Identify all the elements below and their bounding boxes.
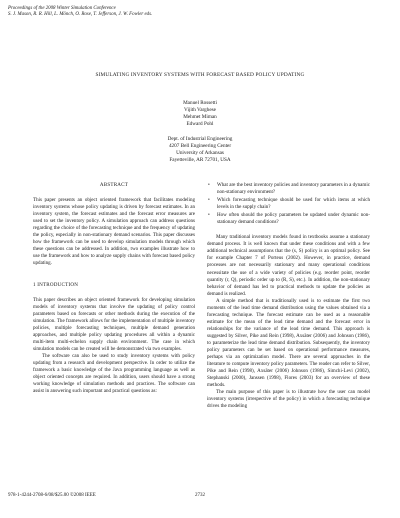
affiliation-line: Dept. of Industrial Engineering: [167, 136, 233, 142]
intro-paragraph: The software can also be used to study inventory systems with policy updating from a research and development perspective. In order to utilize the framework a basic knowledge of the Java programming language as well as object oriented concepts are required. In addition, users should have a strong working knowledge of simulation methods and practices. The software can assist in answering such important and practical questions as:: [33, 352, 195, 395]
affiliation-line: University of Arkansas: [176, 150, 224, 157]
abstract-heading: ABSTRACT: [99, 182, 129, 188]
abstract-text: This paper presents an object oriented framework that facilitates modeling inventory systems whose policy updating is driven by forecast estimates. In an inventory system, the forecast estimates and the forecast error measures are used to set the inventory policy. A simulation approach can address questions regarding the choice of the forecasting technique and the frequency of updating the policy, especially in non-stationary demand scenarios. This paper discusses how the framework can be used to develop simulation models through which these questions can be addressed. In addition, two examples illustrate how to use the framework and how to analyze supply chains with forecast based policy updating.: [33, 197, 195, 267]
affiliation-line: 4207 Bell Engineering Center: [168, 143, 232, 150]
author-name: Edward Pohl: [186, 121, 214, 128]
introduction-heading: 1 INTRODUCTION: [33, 281, 79, 288]
question-list: [207, 182, 370, 226]
proceedings-header: [8, 6, 152, 18]
author-list: [0, 100, 400, 128]
page-number: 2732: [195, 493, 205, 498]
author-name: Manuel Rossetti: [183, 100, 217, 106]
question-item: • What are the best inventory policies and inventory parameters in a dynamic non-stationary environment?: [207, 182, 370, 196]
body-paragraph: Many traditional inventory models found in textbooks assume a stationary demand process. It is well known that under these conditions and with a few additional technical assumptions that the (s, S) policy is an optimal policy. See for example Chapter 7 of Porteus (2002). However, in practice, demand processes are not necessarily stationary and many operational conditions necessitate the use of a wide variety of policies (e.g. reorder point, reorder quantity (r, Q), periodic order up to (R, S), etc.). In addition, the non-stationary behavior of demand has led to practical methods to update the policies as demand is realized.: [207, 234, 370, 297]
proceedings-editors: S. J. Mason, R. R. Hill, L. Mönch, O. Rose, T. Jefferson, J. W. Fowler eds.: [8, 12, 153, 18]
author-name: Mehmet Miman: [183, 114, 217, 121]
paper-title: SIMULATING INVENTORY SYSTEMS WITH FORECAST BASED POLICY UPDATING: [95, 72, 305, 78]
intro-paragraph: This paper describes an object oriented framework for developing simulation models of inventory systems that involve the updating of policy control parameters based on forecasts or other methods during the execution of the simulation. The framework allows for the implementation of multiple inventory policies, multiple forecasting techniques, multiple demand generation approaches, and multiple policy updating procedures all within a dynamic multi-item multi-echelon supply chain environment. The case in which simulation models can be created will be demonstrated via two examples.: [33, 296, 195, 352]
proceedings-title: Proceedings of the 2008 Winter Simulation Conference: [8, 6, 116, 11]
affiliation-block: [0, 136, 400, 164]
question-item: • How often should the policy parameters be updated under dynamic non-stationary demand conditions?: [207, 212, 370, 226]
body-paragraph: The main purpose of this paper is to illustrate how the user can model inventory systems (irrespective of the policy) in which a forecasting technique drives the modeling: [207, 389, 370, 410]
question-item: • Which forecasting technique should be used for which items at which levels in the supply chain?: [207, 197, 370, 211]
right-column: [207, 182, 370, 410]
affiliation-line: Fayetteville, AR 72701, USA: [169, 157, 231, 164]
body-paragraph: A simple method that is traditionally used is to estimate the first two moments of the lead time demand distribution using the values obtained via a forecasting technique. The forecast estimate can be used as a reasonable estimate for the mean of the lead time demand and the forecast error in relationships for the variance of the lead time demand. This approach is suggested by Silver, Pike and Rein (1998), Axsäter (2006) and Johnson (1986), to parameterize the lead time demand distribution. Subsequently, the inventory policy parameters can be set based on operational performance measures, perhaps via an optimization model. There are several approaches in the literature to compute inventory policy parameters. The reader can refer to Silver, Pike and Rein (1998), Axsäter (2006) Johnson (1986), Simchi-Levi (2002), Stephanski (2000), Janssen (1998), Flores (2003) for an overview of these methods.: [207, 297, 370, 389]
author-name: Vijith Varghese: [184, 107, 216, 114]
left-column: [33, 182, 195, 395]
copyright-notice: 978-1-4244-2708-6/08/$25.00 ©2008 IEEE: [8, 493, 96, 498]
